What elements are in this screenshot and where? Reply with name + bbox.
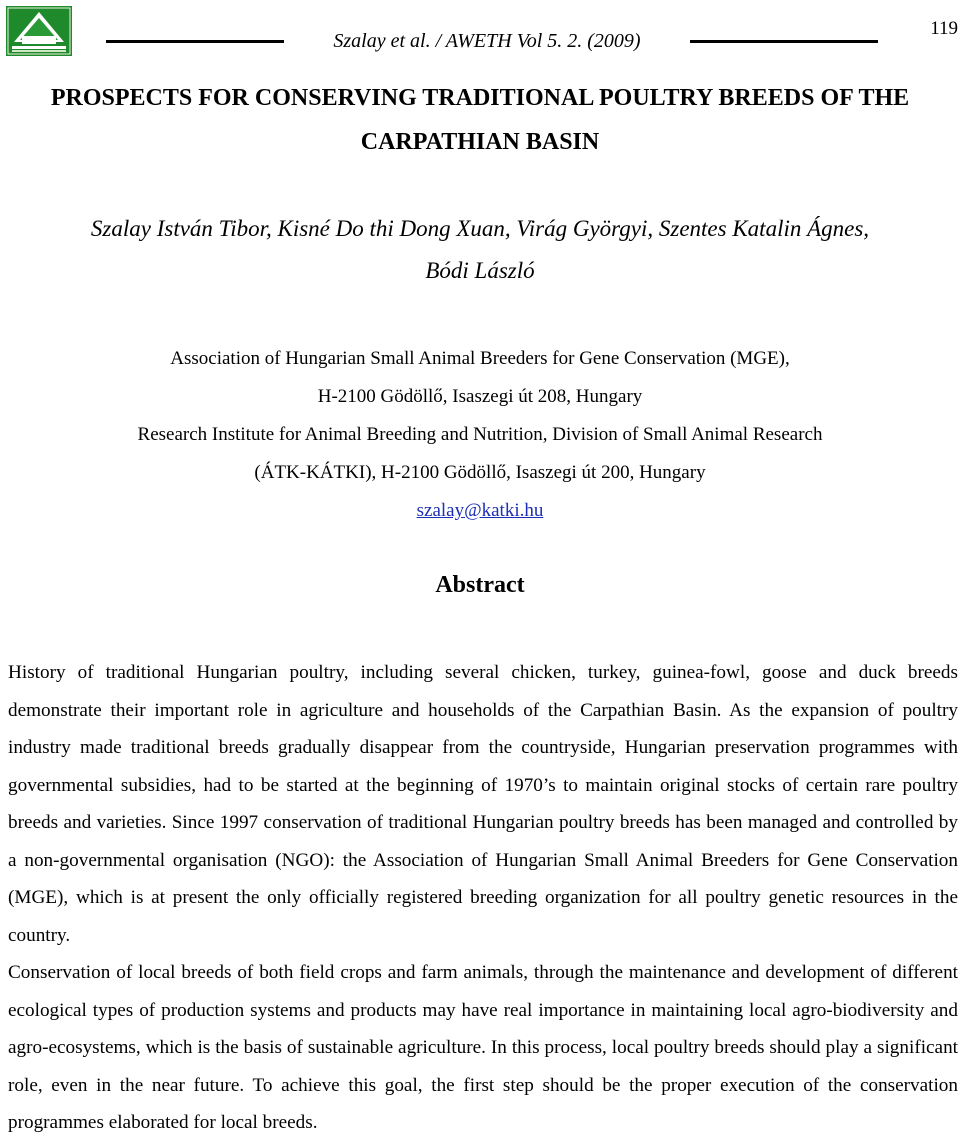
article-title <box>0 76 960 164</box>
affiliation-line: H-2100 Gödöllő, Isaszegi út 208, Hungary <box>317 386 643 407</box>
author-list <box>30 208 930 292</box>
authors-line-1: Szalay István Tibor, Kisné Do thi Dong Xuan, Virág Györgyi, Szentes Katalin Ágnes, <box>90 216 870 241</box>
title-line-1: PROSPECTS FOR CONSERVING TRADITIONAL POULTRY BREEDS OF THE <box>50 85 910 111</box>
abstract-paragraph: History of traditional Hungarian poultry, including several chicken, turkey, guinea-fowl, goose and duck breeds demonstrate their important role in agriculture and households of the Carpathian Basin. As the expansion of poultry industry made traditional breeds gradually disappear from the countryside, Hungarian preservation programmes with governmental subsidies, had to be started at the beginning of 1970’s to maintain original stocks of certain rare poultry breeds and varieties. Since 1997 conservation of traditional Hungarian poultry breeds has been managed and controlled by a non-governmental organisation (NGO): the Association of Hungarian Small Animal Breeders for Gene Conservation (MGE), which is at present the only officially registered breeding organization for all poultry genetic resources in the country. <box>8 662 958 946</box>
header-rule-left <box>106 40 284 43</box>
affiliation-line: Association of Hungarian Small Animal Breeders for Gene Conservation (MGE), <box>170 348 790 369</box>
affiliation-line: (ÁTK-KÁTKI), H-2100 Gödöllő, Isaszegi út 200, Hungary <box>254 462 706 483</box>
header-rule-right <box>690 40 878 43</box>
abstract-paragraph: Conservation of local breeds of both field crops and farm animals, through the maintenance and development of different ecological types of production systems and products may have real importance in maintaining local agro-biodiversity and agro-ecosystems, which is the basis of sustainable agriculture. In this process, local poultry breeds should play a significant role, even in the near future. To achieve this goal, the first step should be the proper execution of the conservation programmes elaborated for local breeds. <box>8 962 958 1133</box>
journal-citation: Szalay et al. / AWETH Vol 5. 2. (2009) <box>333 30 641 52</box>
authors-line-2: Bódi László <box>425 258 535 283</box>
affiliation-block <box>0 340 960 530</box>
abstract-heading: Abstract <box>435 572 525 598</box>
email-link[interactable]: szalay@katki.hu <box>416 500 544 521</box>
page-number: 119 <box>930 18 958 39</box>
title-line-2: CARPATHIAN BASIN <box>360 129 600 155</box>
abstract-body <box>8 654 958 1142</box>
affiliation-line: Research Institute for Animal Breeding and Nutrition, Division of Small Animal Research <box>137 424 823 445</box>
journal-logo-icon <box>6 6 72 56</box>
